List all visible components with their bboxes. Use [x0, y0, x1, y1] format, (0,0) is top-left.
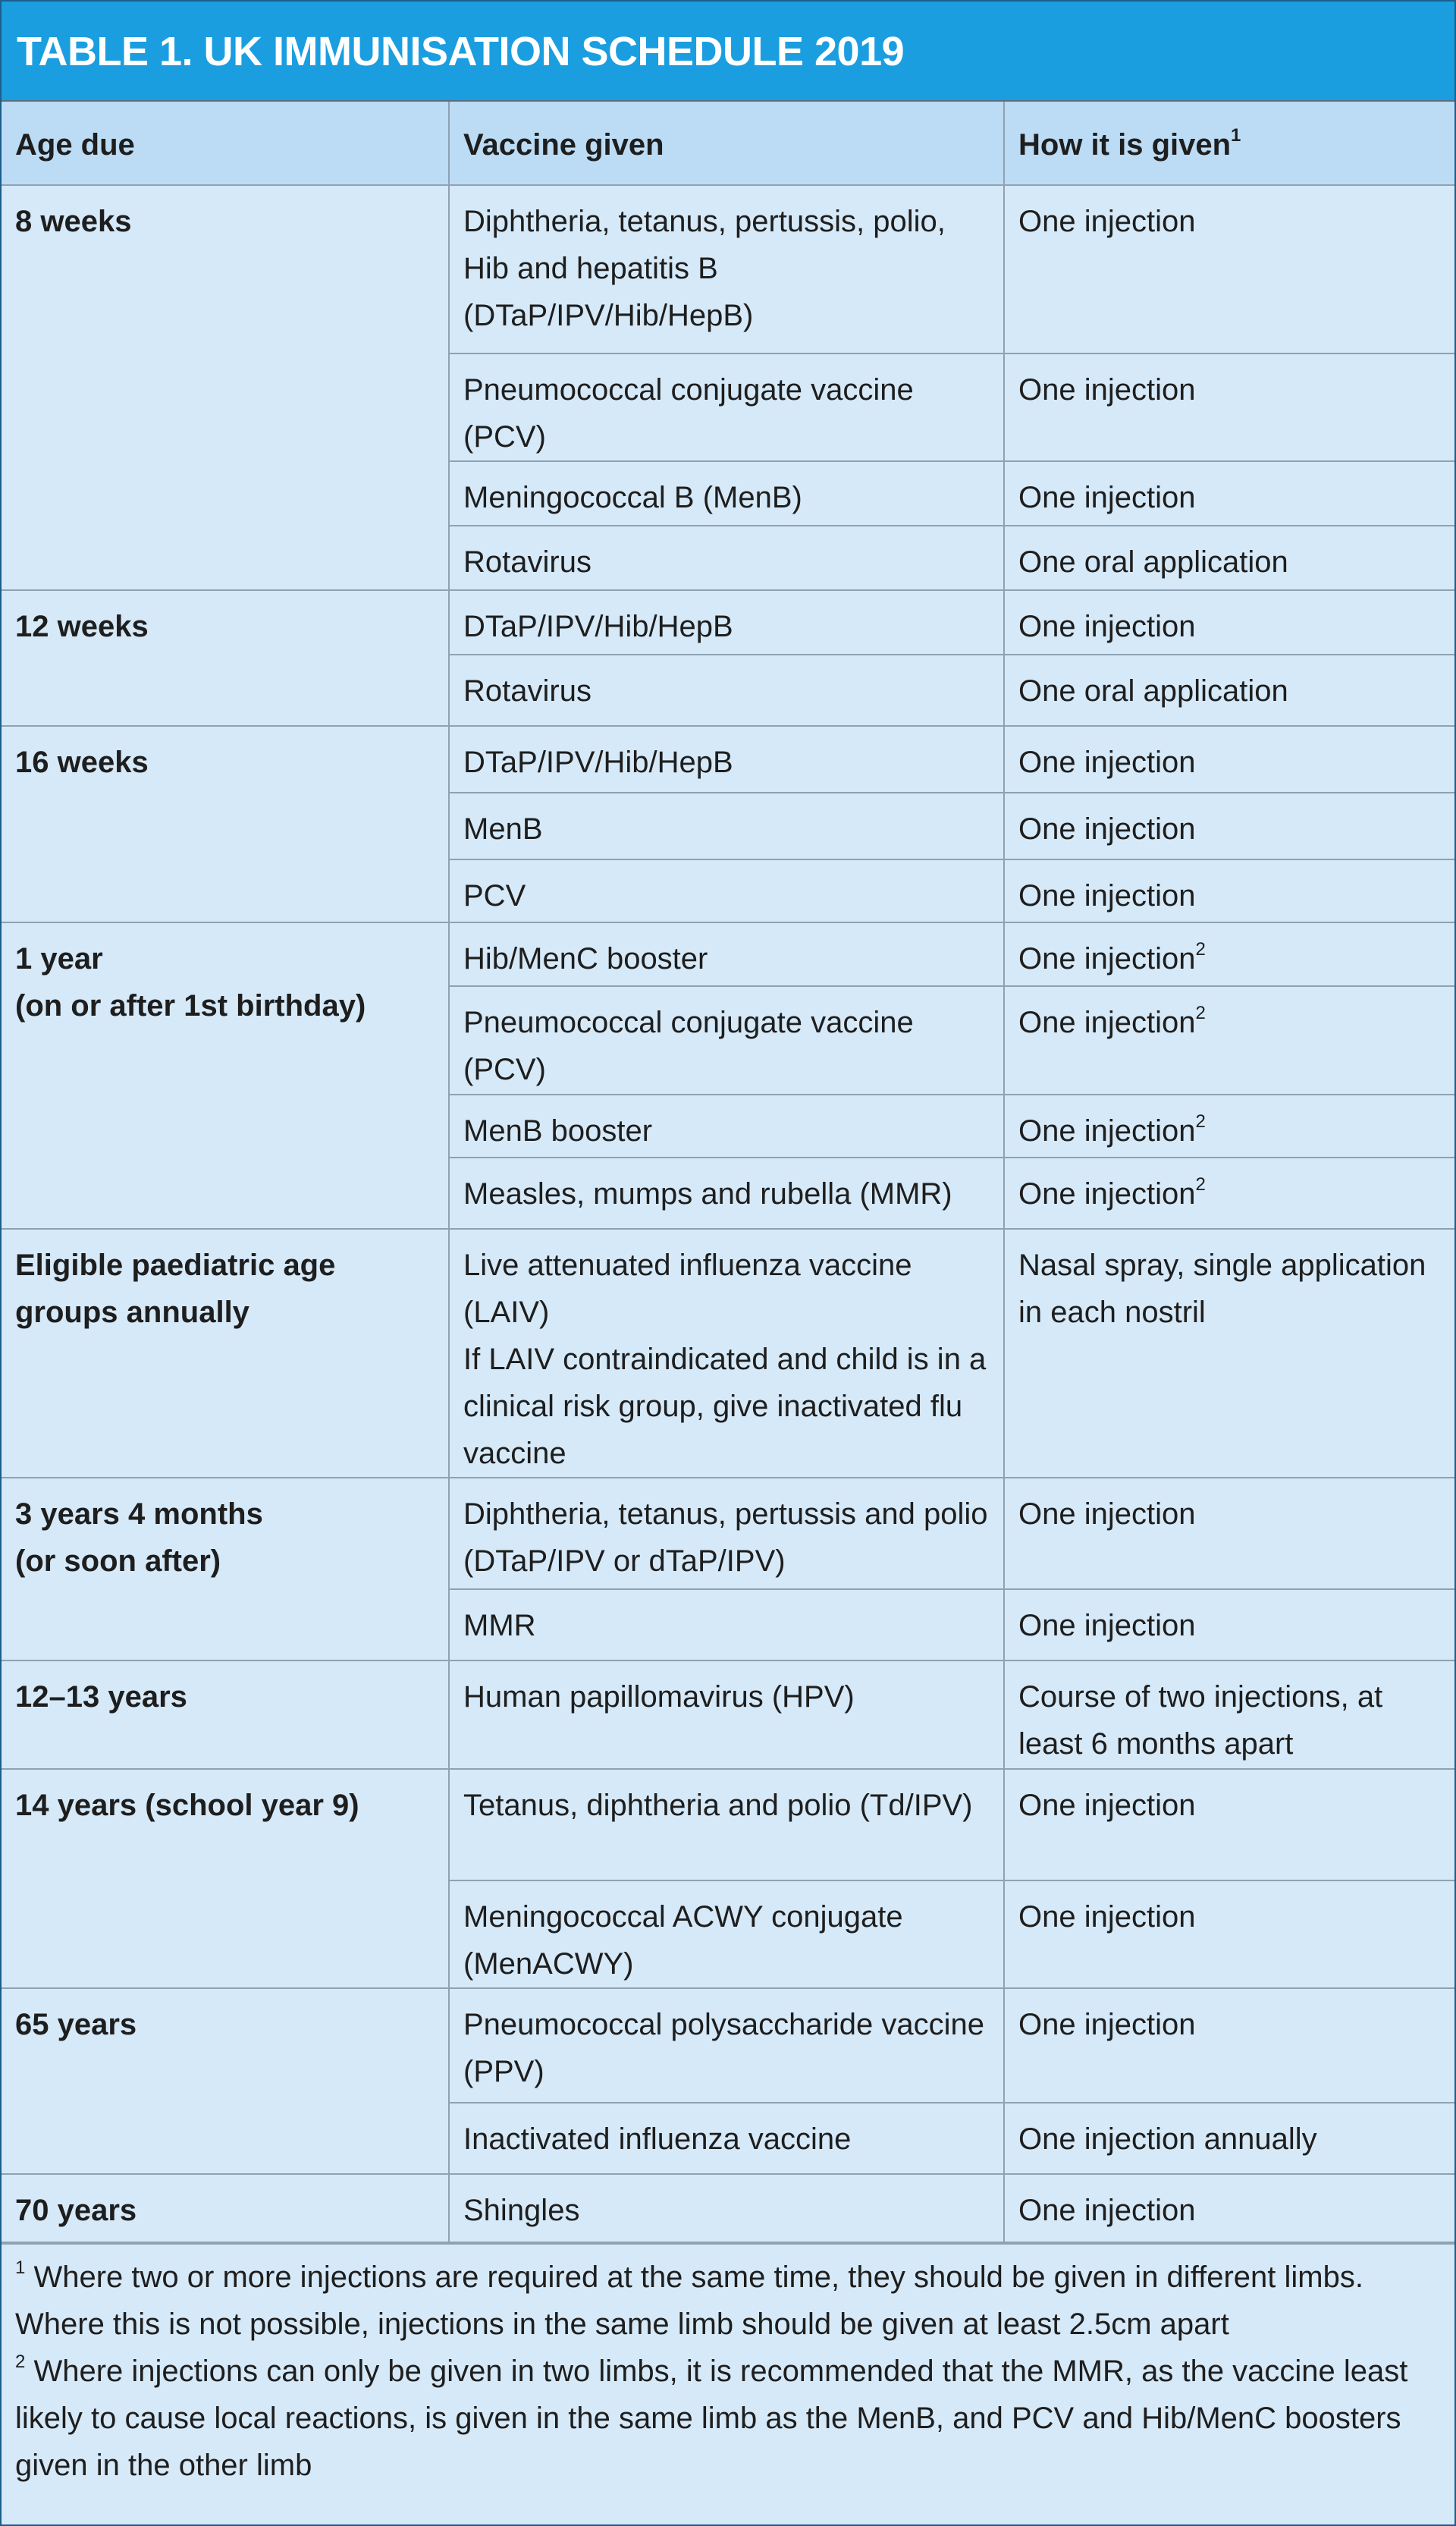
age-due-cell: 1 year (on or after 1st birthday)	[2, 922, 449, 1229]
footnote-1	[15, 2254, 1441, 2348]
footnote-text: Where injections can only be given in two limbs, it is recommended that the MMR, as the vaccine least likely to cause local reactions, is given in the same limb as the MenB, and PCV and Hib/MenC boosters given in the other limb	[15, 2355, 1408, 2482]
footnote-mark: 1	[15, 2257, 26, 2278]
how-given-cell	[1004, 986, 1454, 1095]
how-given-text: One oral application	[1018, 674, 1288, 708]
footnote-marker: 1	[1231, 124, 1241, 146]
how-given-text: One injection	[1018, 879, 1196, 913]
how-given-cell	[1004, 461, 1454, 526]
vaccine-given-cell: DTaP/IPV/Hib/HepB	[449, 726, 1004, 793]
how-given-cell	[1004, 185, 1454, 353]
vaccine-given-cell: Pneumococcal conjugate vaccine (PCV)	[449, 986, 1004, 1095]
footnote-marker: 2	[1195, 1173, 1206, 1195]
how-given-cell	[1004, 726, 1454, 793]
table-row	[2, 1769, 1454, 1880]
how-given-text: One injection annually	[1018, 2122, 1317, 2156]
how-given-cell	[1004, 590, 1454, 655]
how-given-cell	[1004, 859, 1454, 922]
how-given-cell	[1004, 526, 1454, 590]
age-due-cell: 70 years	[2, 2174, 449, 2242]
vaccine-given-cell: Shingles	[449, 2174, 1004, 2242]
table-row	[2, 590, 1454, 655]
how-given-text: One injection	[1018, 1900, 1196, 1934]
footnote-2	[15, 2348, 1441, 2489]
vaccine-given-cell: Inactivated influenza vaccine	[449, 2103, 1004, 2174]
how-given-text: One injection	[1018, 373, 1196, 407]
footnote-marker: 2	[1195, 938, 1206, 960]
vaccine-given-cell: MenB booster	[449, 1095, 1004, 1158]
how-given-text: Course of two injections, at least 6 months apart	[1018, 1680, 1383, 1761]
how-given-cell	[1004, 353, 1454, 461]
how-given-cell	[1004, 1478, 1454, 1589]
table-title: TABLE 1. UK IMMUNISATION SCHEDULE 2019	[2, 2, 1454, 102]
age-due-cell: 14 years (school year 9)	[2, 1769, 449, 1988]
table-row	[2, 1229, 1454, 1478]
vaccine-given-cell: Hib/MenC booster	[449, 922, 1004, 986]
how-given-text: One injection	[1018, 205, 1196, 238]
how-given-text: One injection	[1018, 1609, 1196, 1642]
how-given-cell	[1004, 1660, 1454, 1769]
footnote-mark: 2	[15, 2351, 26, 2372]
schedule-table	[2, 102, 1454, 2243]
vaccine-given-cell: Diphtheria, tetanus, pertussis and polio (DTaP/IPV or dTaP/IPV)	[449, 1478, 1004, 1589]
how-given-text: One injection	[1018, 812, 1196, 846]
vaccine-given-cell: Rotavirus	[449, 655, 1004, 726]
how-given-text: One injection	[1018, 1177, 1196, 1211]
how-given-text: One injection	[1018, 481, 1196, 514]
how-given-text: One injection	[1018, 746, 1196, 779]
vaccine-given-cell: Tetanus, diphtheria and polio (Td/IPV)	[449, 1769, 1004, 1880]
how-given-text: One oral application	[1018, 545, 1288, 579]
footnote-marker: 2	[1195, 1111, 1206, 1132]
how-given-text: One injection	[1018, 2194, 1196, 2227]
header-age-due	[2, 102, 449, 185]
age-due-cell: 12 weeks	[2, 590, 449, 726]
how-given-cell	[1004, 2174, 1454, 2242]
how-given-cell	[1004, 1988, 1454, 2103]
how-given-text: Nasal spray, single application in each nostril	[1018, 1249, 1426, 1329]
vaccine-given-cell: PCV	[449, 859, 1004, 922]
table-row	[2, 1478, 1454, 1589]
footnote-marker: 2	[1195, 1002, 1206, 1023]
how-given-cell	[1004, 1769, 1454, 1880]
age-due-cell: 12–13 years	[2, 1660, 449, 1769]
how-given-text: One injection	[1018, 1006, 1196, 1039]
header-row	[2, 102, 1454, 185]
how-given-cell	[1004, 1229, 1454, 1478]
vaccine-given-cell: DTaP/IPV/Hib/HepB	[449, 590, 1004, 655]
footnotes	[2, 2243, 1454, 2489]
header-how-label: How it is given	[1018, 128, 1232, 162]
how-given-cell	[1004, 1158, 1454, 1229]
vaccine-given-cell: MenB	[449, 793, 1004, 859]
how-given-text: One injection	[1018, 1789, 1196, 1822]
how-given-cell	[1004, 793, 1454, 859]
age-due-cell: Eligible paediatric age groups annually	[2, 1229, 449, 1478]
how-given-text: One injection	[1018, 942, 1196, 976]
age-due-cell: 65 years	[2, 1988, 449, 2174]
how-given-text: One injection	[1018, 1114, 1196, 1148]
vaccine-given-cell: Meningococcal B (MenB)	[449, 461, 1004, 526]
age-due-cell: 3 years 4 months (or soon after)	[2, 1478, 449, 1660]
how-given-cell	[1004, 655, 1454, 726]
age-due-cell: 16 weeks	[2, 726, 449, 922]
vaccine-given-cell: Human papillomavirus (HPV)	[449, 1660, 1004, 1769]
table-row	[2, 922, 1454, 986]
how-given-text: One injection	[1018, 2008, 1196, 2041]
vaccine-given-cell: Measles, mumps and rubella (MMR)	[449, 1158, 1004, 1229]
vaccine-given-cell: Diphtheria, tetanus, pertussis, polio, Hib and hepatitis B (DTaP/IPV/Hib/HepB)	[449, 185, 1004, 353]
vaccine-given-cell: Pneumococcal conjugate vaccine (PCV)	[449, 353, 1004, 461]
vaccine-given-cell: MMR	[449, 1589, 1004, 1660]
table-row	[2, 185, 1454, 353]
table-body	[2, 185, 1454, 2242]
age-due-cell: 8 weeks	[2, 185, 449, 590]
how-given-cell	[1004, 1095, 1454, 1158]
how-given-text: One injection	[1018, 610, 1196, 643]
header-vaccine-given	[449, 102, 1004, 185]
how-given-cell	[1004, 1880, 1454, 1988]
how-given-cell	[1004, 1589, 1454, 1660]
table-row	[2, 1660, 1454, 1769]
header-age-label: Age due	[15, 128, 135, 162]
header-how-given	[1004, 102, 1454, 185]
vaccine-given-cell: Pneumococcal polysaccharide vaccine (PPV)	[449, 1988, 1004, 2103]
header-vaccine-label: Vaccine given	[463, 128, 664, 162]
footnote-text: Where two or more injections are required at the same time, they should be given in different limbs. Where this is not possible, injections in the same limb should be given at least 2.5cm apart	[15, 2261, 1363, 2341]
table-row	[2, 726, 1454, 793]
vaccine-given-cell: Live attenuated influenza vaccine (LAIV) If LAIV contraindicated and child is in a clinical risk group, give inactivated flu vaccine	[449, 1229, 1004, 1478]
how-given-text: One injection	[1018, 1497, 1196, 1531]
how-given-cell	[1004, 2103, 1454, 2174]
vaccine-given-cell: Rotavirus	[449, 526, 1004, 590]
table-row	[2, 2174, 1454, 2242]
table-row	[2, 1988, 1454, 2103]
vaccine-given-cell: Meningococcal ACWY conjugate (MenACWY)	[449, 1880, 1004, 1988]
how-given-cell	[1004, 922, 1454, 986]
